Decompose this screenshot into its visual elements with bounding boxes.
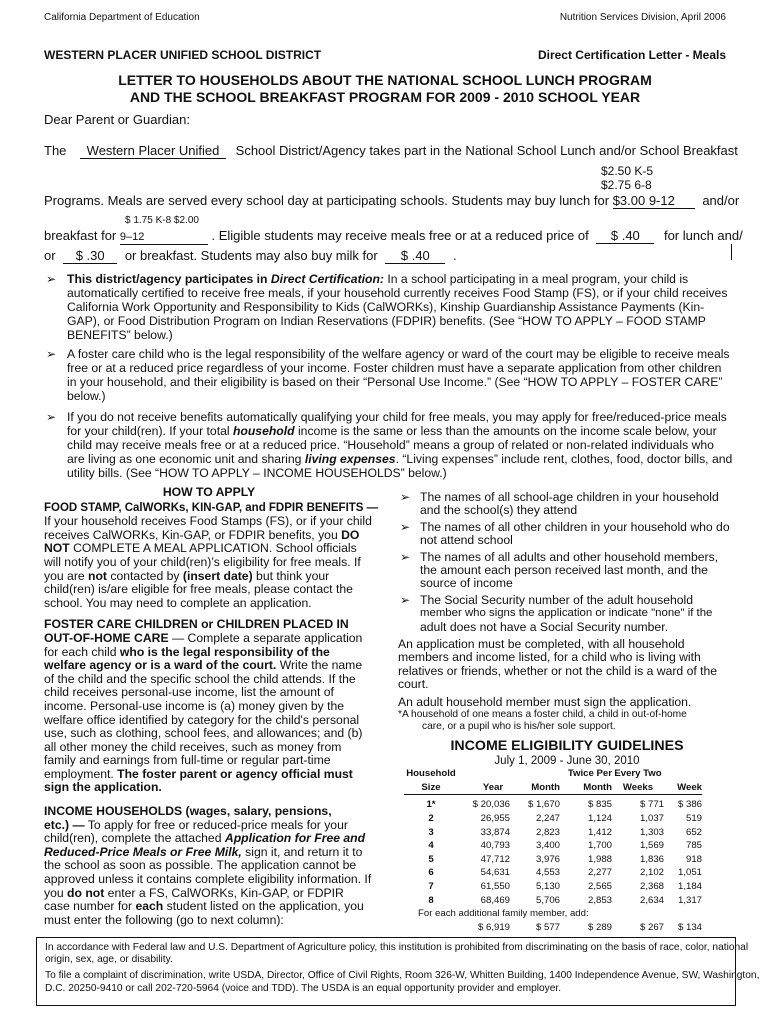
- ih-heading: INCOME HOUSEHOLDS (wages, salary, pensions,: [44, 804, 332, 819]
- r4-line1: The Social Security number of the adult household: [420, 592, 694, 607]
- cell-year: 68,469: [480, 894, 510, 906]
- col-size: Size: [421, 781, 441, 793]
- and-or-text: and/or: [702, 193, 740, 208]
- ih-application-name: Application for Free and: [224, 831, 366, 846]
- cell-every-two: 2,102: [639, 867, 664, 879]
- r3-line1: The names of all adults and other household members,: [420, 549, 719, 564]
- cell-twice: 2,853: [587, 894, 612, 906]
- fs-line1: If your household receives Food Stamps (FS), or if your child: [44, 514, 372, 529]
- b2-line4: below.): [67, 389, 106, 403]
- division-date: Nutrition Services Division, April 2006: [559, 12, 726, 23]
- arrow-icon: ➢: [46, 272, 57, 286]
- cell-week: 785: [685, 840, 702, 852]
- cell-every-two: $ 771: [639, 799, 664, 811]
- fc-out-of-home: OUT-OF-HOME CARE: [44, 630, 169, 645]
- intro-line-4: [44, 248, 457, 264]
- b3-line4a: are living as one economic unit and sharing: [67, 452, 302, 466]
- p1-line2: members and income listed, for a child who is living with: [398, 650, 701, 665]
- col-month: Month: [531, 781, 560, 793]
- cell-month: 5,130: [535, 881, 560, 893]
- additional-every-two: $ 267: [639, 921, 664, 933]
- the-word: The: [44, 143, 67, 158]
- b3-living-expenses: living expenses: [304, 452, 396, 466]
- col-household: Household: [406, 768, 456, 780]
- footnote-line1: *A household of one means a foster child, a child in out-of-home: [398, 709, 687, 721]
- household-footnote: [398, 709, 736, 733]
- greeting: Dear Parent or Guardian:: [44, 112, 190, 127]
- b2-line3: in your household, and their eligibility is based on their “Personal Use Income.” (See “HOW TO APPLY – FOSTER CARE”: [67, 375, 723, 389]
- nondiscrimination-box: [36, 937, 760, 1006]
- relatives-paragraph: [398, 638, 736, 692]
- r1-line2: and the school(s) they attend: [420, 503, 578, 518]
- district-name: WESTERN PLACER UNIFIED SCHOOL DISTRICT: [44, 48, 322, 62]
- lunch-and-text: for lunch and/: [663, 228, 743, 243]
- cell-year: 54,631: [480, 867, 510, 879]
- r3-line3: source of income: [420, 576, 513, 591]
- breakfast-reduced-field: $ .30: [63, 249, 117, 264]
- b3-line2a: for your child(ren). If your total: [67, 424, 230, 438]
- fs-line3b: COMPLETE A MEAL APPLICATION. School officials: [73, 541, 357, 556]
- fc-line6: child receives personal-use income, list the amount of: [44, 685, 334, 700]
- additional-week: $ 134: [677, 921, 702, 933]
- fs-not: NOT: [44, 541, 70, 556]
- b3-line4c: . “Living expenses” include rent, clothes, food, doctor bills, and: [395, 452, 733, 466]
- cell-every-two: 1,037: [639, 813, 664, 825]
- fc-line4a: welfare agency or is a ward of the court.: [44, 658, 277, 673]
- table-row: [404, 798, 702, 812]
- cell-every-two: 2,634: [639, 894, 664, 906]
- fc-line10: all other money the child receives, such as money from: [44, 739, 342, 754]
- cell-week: 1,317: [677, 894, 702, 906]
- fc-heading: FOSTER CARE CHILDREN or CHILDREN PLACED IN: [44, 617, 349, 632]
- b1-line5: BENEFITS” below.): [67, 328, 173, 342]
- ih-line2b: To apply for free or reduced-price meals for your: [87, 817, 348, 832]
- fc-line8: welfare office identified by category for the child's personal: [44, 712, 360, 727]
- col-week: Week: [677, 781, 702, 793]
- district-name-field: Western Placer Unified: [80, 144, 226, 159]
- col-year: Year: [482, 781, 504, 793]
- footer-line3: To file a complaint of discrimination, write USDA, Director, Office of Civil Rights, Room 326-W, Whitten Building, 1400 Independence Avenue, SW, Washington,: [45, 970, 760, 982]
- fs-heading: FOOD STAMP, CalWORKs, KIN-GAP, and FDPIR BENEFITS —: [44, 501, 379, 514]
- bullet-foster-care: [67, 347, 730, 403]
- fc-line9: use, such as clothing, school fees, and allowances; and (b): [44, 726, 363, 741]
- cell-month: 3,976: [535, 853, 560, 865]
- b2-line1: A foster care child who is the legal responsibility of the welfare agency or ward of the court may be eligible to receive meals: [67, 347, 730, 361]
- cell-size: 8: [428, 894, 434, 906]
- cell-size: 6: [428, 867, 434, 879]
- ih-do-not: do not: [67, 885, 105, 900]
- intro-text: School District/Agency takes part in the National School Lunch and/or School Breakfast: [235, 143, 738, 158]
- table-row: [404, 893, 702, 907]
- additional-month: $ 577: [535, 921, 560, 933]
- b1-line2: automatically certified to receive free meals, if your household currently receives Food Stamp (FS), or if your child receives: [67, 286, 728, 300]
- b1-lead: This district/agency participates in: [67, 272, 268, 286]
- cell-month: 3,400: [535, 840, 560, 852]
- table-header-row-1: [404, 767, 702, 781]
- margin-mark: [731, 244, 732, 260]
- fc-line4b: Write the name: [279, 658, 363, 673]
- additional-year: $ 6,919: [477, 921, 510, 933]
- table-row: [404, 825, 702, 839]
- fs-line4: will notify you of your child(ren)’s eligibility for free meals. If: [44, 554, 361, 569]
- cell-twice: 1,412: [587, 826, 612, 838]
- cell-month: 2,823: [535, 826, 560, 838]
- cell-twice: 2,565: [587, 881, 612, 893]
- cell-month: 5,706: [535, 894, 560, 906]
- price-k5: $2.50 K-5: [601, 164, 654, 178]
- income-guidelines-title: INCOME ELIGIBILITY GUIDELINES: [450, 738, 684, 755]
- b3-line5: utility bills. (See “HOW TO APPLY – INCOME HOUSEHOLDS” below.): [67, 466, 447, 480]
- ih-line5: the school as soon as possible. The application cannot be: [44, 858, 357, 873]
- breakfast-prices: $ 1.75 K-8 $2.00: [125, 215, 199, 226]
- fs-line5c: contacted by: [110, 568, 180, 583]
- breakfast-grade-field: 9–12: [120, 230, 208, 245]
- left-column: [44, 485, 379, 927]
- milk-text: or breakfast. Students may also buy milk for: [124, 248, 378, 263]
- fc-line12b: The foster parent or agency official must: [117, 766, 353, 781]
- right-column: [398, 491, 736, 768]
- cell-every-two: 1,836: [639, 853, 664, 865]
- breakfast-for-text: breakfast for: [44, 228, 117, 243]
- cell-week: 519: [685, 813, 702, 825]
- reduced-price-field: $ .40: [596, 229, 654, 244]
- cell-twice: 1,988: [587, 853, 612, 865]
- intro-line-3: [44, 228, 743, 245]
- table-row: [404, 853, 702, 867]
- ih-line7a: you: [44, 885, 64, 900]
- b3-line3: child may receive meals free or at a reduced price. “Household” means a group of related or non-related individuals who: [67, 438, 714, 452]
- cell-month: 2,247: [535, 813, 560, 825]
- cell-twice: $ 835: [587, 799, 612, 811]
- intro-line-1: [44, 143, 738, 159]
- cell-year: 33,874: [480, 826, 510, 838]
- fs-do: DO: [341, 527, 360, 542]
- table-additional-label-row: [404, 907, 702, 921]
- cell-twice: 1,700: [587, 840, 612, 852]
- ih-application-name-2: Reduced-Price Meals or Free Milk,: [44, 844, 242, 859]
- footer-line1: In accordance with Federal law and U.S. Department of Agriculture policy, this institution is prohibited from discriminating on the basis of race, color, national: [45, 942, 749, 953]
- ih-line3a: child(ren), complete the attached: [44, 831, 222, 846]
- required-item-adults: [398, 551, 736, 591]
- cell-size: 5: [428, 853, 434, 865]
- ih-etc: etc.) —: [44, 817, 85, 832]
- table-row: [404, 880, 702, 894]
- cell-week: 1,051: [677, 867, 702, 879]
- ih-line6: approved unless it contains complete eligibility information. If: [44, 872, 372, 887]
- ih-line9: must enter the following (go to next column):: [44, 912, 284, 927]
- cell-week: 918: [685, 853, 702, 865]
- cell-month: $ 1,670: [527, 799, 560, 811]
- cell-size: 1*: [426, 799, 436, 811]
- additional-twice: $ 289: [587, 921, 612, 933]
- agency-header: California Department of Education: [44, 12, 200, 23]
- footnote-line2: care, or a pupil who is his/her sole support.: [422, 721, 616, 733]
- p1-line3: relatives or friends, whether or not the child is a ward of the: [398, 663, 718, 678]
- ih-line7c: enter a FS, CalWORKs, Kin-GAP, or FDPIR: [107, 885, 344, 900]
- arrow-icon: ➢: [46, 410, 57, 424]
- cell-week: 1,184: [677, 881, 702, 893]
- col-every-two-2: Weeks: [622, 781, 654, 793]
- fc-line11: family and earnings from full-time or regular part-time: [44, 753, 331, 768]
- fs-line5e: but think your: [256, 568, 330, 583]
- cell-month: 4,553: [535, 867, 560, 879]
- b1-line3: California Work Opportunity and Responsibility to Kids (CalWORKs), Kinship Guardianship Assistance Payments (Kin-: [67, 300, 705, 314]
- income-table: [404, 767, 702, 934]
- bullet-direct-certification: [67, 272, 727, 342]
- table-row: [404, 839, 702, 853]
- cell-every-two: 1,569: [639, 840, 664, 852]
- table-header-row-2: [404, 781, 702, 795]
- ih-each: each: [135, 899, 164, 914]
- arrow-icon: ➢: [400, 490, 411, 504]
- cell-year: $ 20,036: [472, 799, 510, 811]
- footer-line4: D.C. 20250-9410 or call 202-720-5964 (voice and TDD). The USDA is an equal opportunity provider and employer.: [45, 982, 562, 994]
- r3-line2: the amount each person received last month, and the: [420, 563, 708, 578]
- document-type: Direct Certification Letter - Meals: [537, 48, 726, 62]
- fs-line2a: receives CalWORKs, Kin-GAP, or FDPIR benefits, you: [44, 527, 338, 542]
- r2-line1: The names of all other children in your household who do: [420, 519, 730, 534]
- required-item-other-children: [398, 521, 736, 548]
- fc-line3b: who is the legal responsibility of the: [119, 644, 330, 659]
- r4-line3: adult does not have a Social Security number.: [420, 619, 668, 634]
- intro-line-2: [44, 193, 739, 209]
- r4-line2: member who signs the application or indicate "none" if the: [420, 607, 713, 620]
- cell-every-two: 2,368: [639, 881, 664, 893]
- r1-line1: The names of all school-age children in your household: [420, 490, 719, 504]
- table-row: [404, 866, 702, 880]
- required-item-children: [398, 491, 736, 518]
- fs-line6: child(ren) is/are eligible for free meals, please contact the: [44, 582, 353, 597]
- fc-line3a: for each child: [44, 644, 117, 659]
- p1-line1: An application must be completed, with all household: [398, 637, 685, 652]
- p1-line4: court.: [398, 677, 429, 692]
- cell-year: 47,712: [480, 853, 510, 865]
- cell-size: 7: [428, 881, 434, 893]
- cell-year: 61,550: [480, 881, 510, 893]
- b1-line4: GAP), or Food Distribution Program on Indian Reservations (FDPIR) benefits. (See “HOW TO APPLY – FOOD STAMP: [67, 314, 706, 328]
- fs-insert-date: (insert date): [182, 568, 253, 583]
- cell-size: 4: [428, 840, 434, 852]
- b2-line2: free or at a reduced price regardless of your income. Foster children must have a separate application from other children: [67, 361, 722, 375]
- fc-line5: of the child and the specific school the child attends. If the: [44, 671, 356, 686]
- title-line-2: AND THE SCHOOL BREAKFAST PROGRAM FOR 2009 - 2010 SCHOOL YEAR: [129, 89, 641, 105]
- fs-line7: school. You may need to complete an application.: [44, 595, 312, 610]
- cell-size: 3: [428, 826, 434, 838]
- additional-member-label: For each additional family member, add:: [418, 908, 589, 920]
- fc-line12a: employment.: [44, 766, 114, 781]
- programs-text: Programs. Meals are served every school day at participating schools. Students may buy lunch for: [44, 193, 610, 208]
- b1-line1: In a school participating in a meal program, your child is: [387, 272, 689, 286]
- cell-week: $ 386: [677, 799, 702, 811]
- b3-household: household: [232, 424, 295, 438]
- ih-line8c: student listed on the application, you: [166, 899, 364, 914]
- title-line-1: LETTER TO HOUSEHOLDS ABOUT THE NATIONAL SCHOOL LUNCH PROGRAM: [118, 72, 652, 88]
- arrow-icon: ➢: [46, 347, 57, 361]
- fc-line2b: — Complete a separate application: [171, 630, 363, 645]
- cell-every-two: 1,303: [639, 826, 664, 838]
- cell-week: 652: [685, 826, 702, 838]
- b3-line1: If you do not receive benefits automatically qualifying your child for free meals, you may apply for free/reduced-price meals: [67, 410, 727, 424]
- cell-size: 2: [428, 813, 434, 825]
- income-table-wrapper: [404, 767, 702, 934]
- arrow-icon: ➢: [400, 592, 411, 607]
- bullet-income: [67, 410, 733, 480]
- fc-line7: income. Personal-use income is (a) money given by the: [44, 698, 345, 713]
- footer-line2: origin, sex, age, or disability.: [45, 954, 173, 966]
- cell-twice: 2,277: [587, 867, 612, 879]
- col-twice-per-2: Month: [583, 781, 612, 793]
- lunch-price-field: $3.00 9-12: [613, 194, 695, 209]
- or-text: or: [44, 248, 56, 263]
- b1-emphasis: Direct Certification:: [270, 272, 384, 286]
- cell-year: 26,955: [480, 813, 510, 825]
- cell-year: 40,793: [480, 840, 510, 852]
- eligible-text: . Eligible students may receive meals free or at a reduced price of: [211, 228, 589, 243]
- price-6-8: $2.75 6-8: [601, 178, 652, 192]
- table-row: [404, 812, 702, 826]
- table-additional-row: [404, 921, 702, 935]
- signature-requirement: An adult household member must sign the application.: [398, 694, 692, 709]
- arrow-icon: ➢: [400, 549, 411, 564]
- how-to-apply-heading: HOW TO APPLY: [162, 485, 256, 499]
- col-twice-per-1: Twice Per: [567, 768, 612, 780]
- col-every-two-1: Every Two: [614, 768, 662, 780]
- arrow-icon: ➢: [400, 519, 411, 534]
- b3-line2c: income is the same or less than the amounts on the income scale below, your: [297, 424, 717, 438]
- letter-title: [0, 72, 770, 106]
- required-item-ssn: [398, 594, 736, 634]
- fc-line13: sign the application.: [44, 780, 162, 795]
- ih-line8a: case number for: [44, 899, 133, 914]
- income-guidelines-dates: July 1, 2009 - June 30, 2010: [494, 754, 640, 767]
- ih-line4b: sign it, and return it to: [245, 844, 363, 859]
- milk-price-field: $ .40: [385, 249, 445, 264]
- period: .: [452, 248, 457, 263]
- fs-line5a: you are: [44, 568, 85, 583]
- fs-not2: not: [88, 568, 107, 583]
- r2-line2: not attend school: [420, 533, 513, 548]
- cell-twice: 1,124: [587, 813, 612, 825]
